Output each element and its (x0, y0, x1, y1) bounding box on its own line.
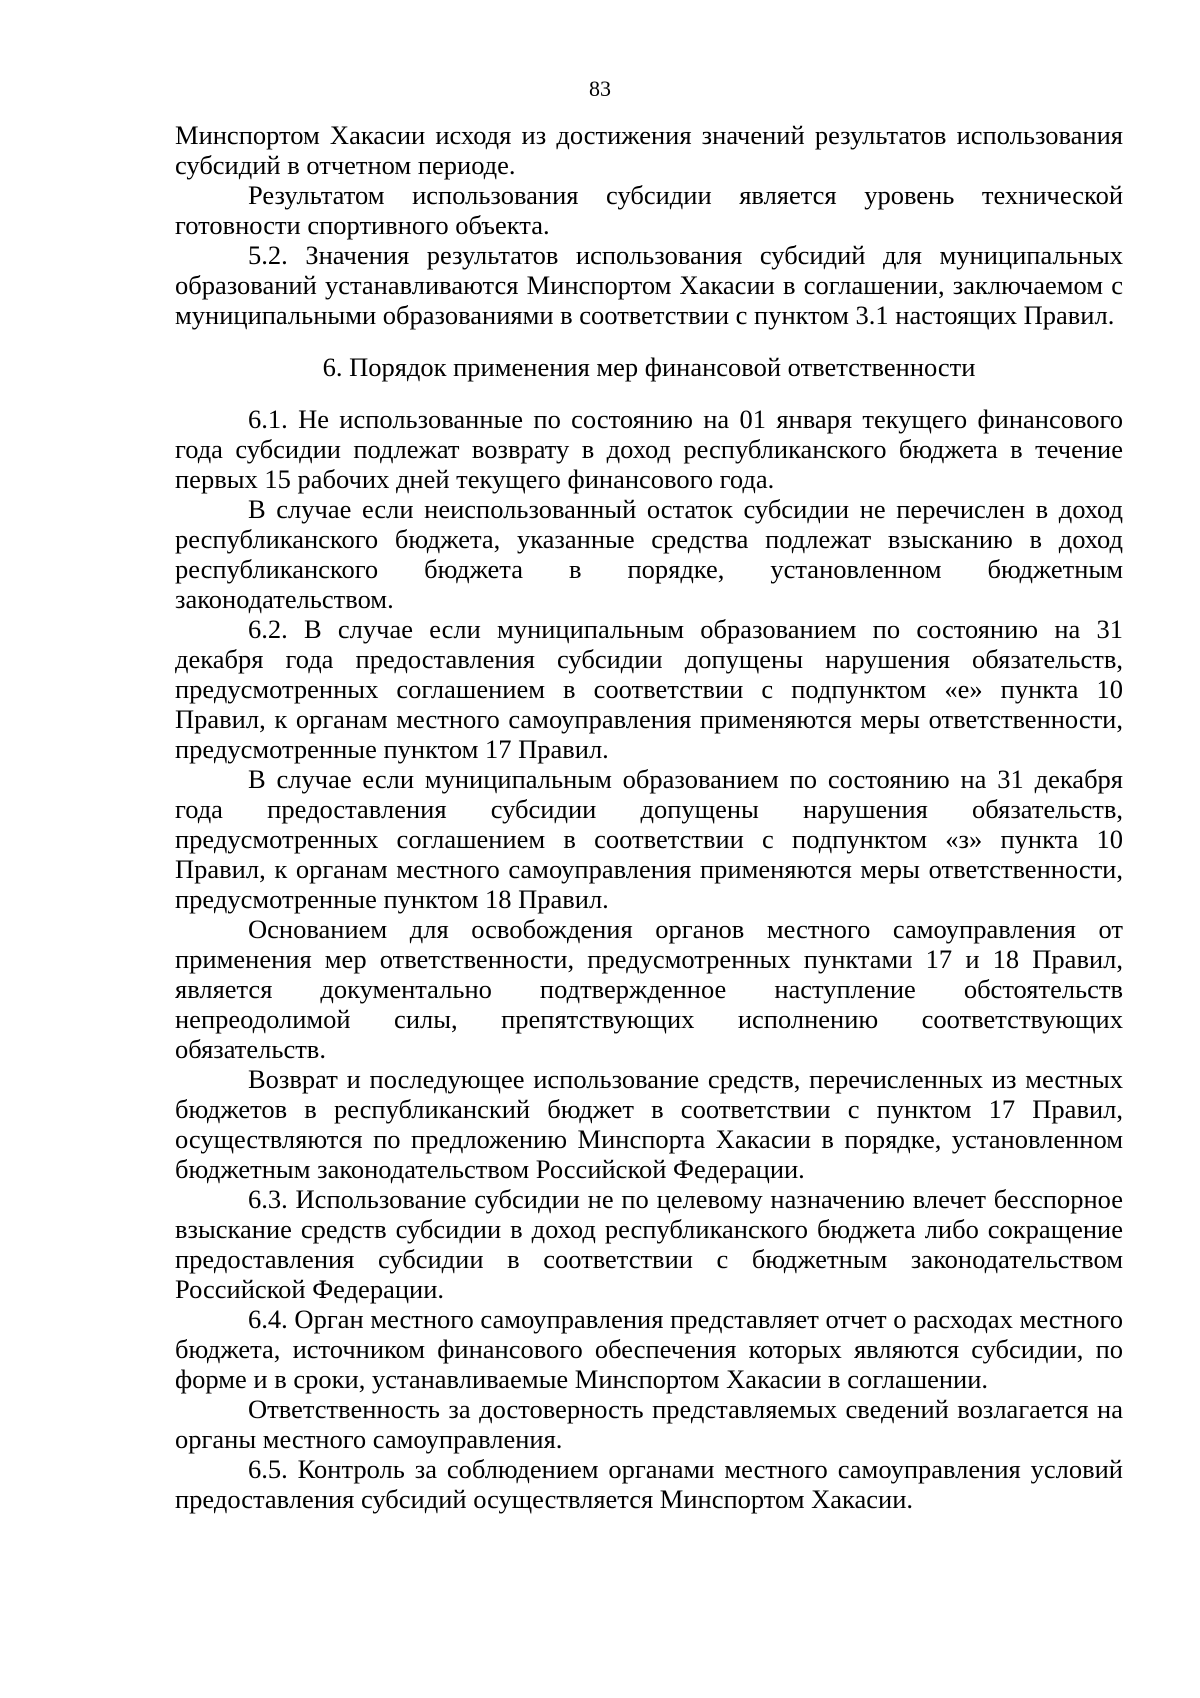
paragraph: 6.3. Использование субсидии не по целевому назначению влечет бесспорное взыскание средств субсидии в доход республиканского бюджета либо сокращение предоставления субсидии в соответствии с бюджетным законодательством Российской Федерации. (175, 1184, 1123, 1304)
paragraph: 6.5. Контроль за соблюдением органами местного самоуправления условий предоставления субсидий осуществляется Минспортом Хакасии. (175, 1454, 1123, 1514)
section-heading: 6. Порядок применения мер финансовой ответственности (322, 352, 976, 382)
paragraph: 6.2. В случае если муниципальным образованием по состоянию на 31 декабря года предоставления субсидии допущены нарушения обязательств, предусмотренных соглашением в соответствии с подпунктом «е» пункта 10 Правил, к органам местного самоуправления применяются меры ответственности, предусмотренные пунктом 17 Правил. (175, 614, 1123, 764)
paragraph: Минспортом Хакасии исходя из достижения значений результатов использования субсидий в отчетном периоде. (175, 120, 1123, 180)
paragraph: Результатом использования субсидии является уровень технической готовности спортивного объекта. (175, 180, 1123, 240)
paragraph: Ответственность за достоверность представляемых сведений возлагается на органы местного самоуправления. (175, 1394, 1123, 1454)
paragraph: Основанием для освобождения органов местного самоуправления от применения мер ответственности, предусмотренных пунктами 17 и 18 Правил, является документально подтвержденное наступление обстоятельств непреодолимой силы, препятствующих исполнению соответствующих обязательств. (175, 914, 1123, 1064)
paragraph: 6.1. Не использованные по состоянию на 01 января текущего финансового года субсидии подлежат возврату в доход республиканского бюджета в течение первых 15 рабочих дней текущего финансового года. (175, 404, 1123, 494)
paragraph: В случае если неиспользованный остаток субсидии не перечислен в доход республиканского бюджета, указанные средства подлежат взысканию в доход республиканского бюджета в порядке, установленном бюджетным законодательством. (175, 494, 1123, 614)
paragraph: Возврат и последующее использование средств, перечисленных из местных бюджетов в республиканский бюджет в соответствии с пунктом 17 Правил, осуществляются по предложению Минспорта Хакасии в порядке, установленном бюджетным законодательством Российской Федерации. (175, 1064, 1123, 1184)
document-body (175, 120, 1123, 1514)
paragraph: В случае если муниципальным образованием по состоянию на 31 декабря года предоставления субсидии допущены нарушения обязательств, предусмотренных соглашением в соответствии с подпунктом «з» пункта 10 Правил, к органам местного самоуправления применяются меры ответственности, предусмотренные пунктом 18 Правил. (175, 764, 1123, 914)
paragraph: 6.4. Орган местного самоуправления представляет отчет о расходах местного бюджета, источником финансового обеспечения которых являются субсидии, по форме и в сроки, устанавливаемые Минспортом Хакасии в соглашении. (175, 1304, 1123, 1394)
paragraph: 5.2. Значения результатов использования субсидий для муниципальных образований устанавливаются Минспортом Хакасии в соглашении, заключаемом с муниципальными образованиями в соответствии с пунктом 3.1 настоящих Правил. (175, 240, 1123, 330)
page-number: 83 (589, 76, 611, 101)
